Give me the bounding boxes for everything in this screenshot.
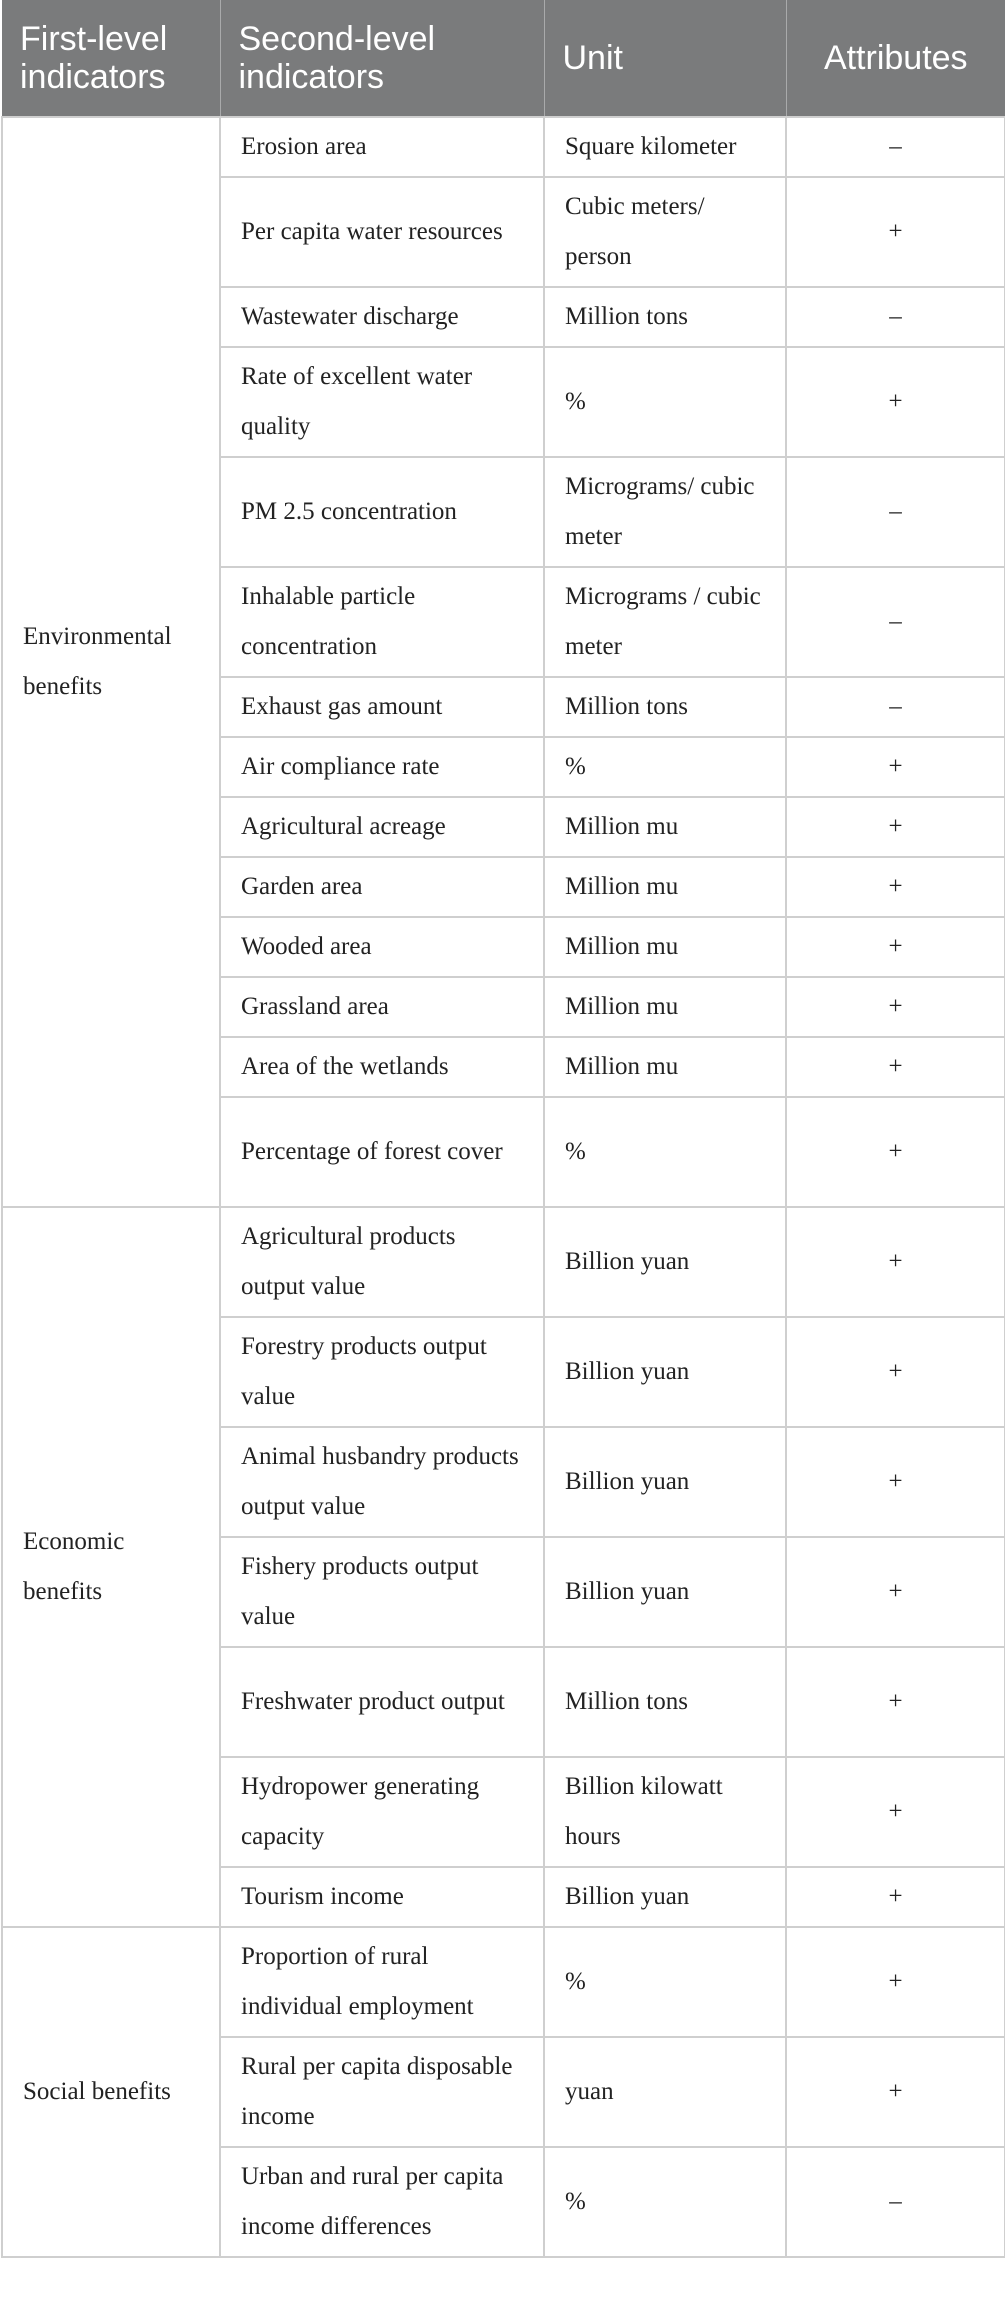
unit-cell: % [544, 1927, 786, 2037]
first-level-cell: Economic benefits [2, 1207, 220, 1927]
indicator-cell: Proportion of rural individual employment [220, 1927, 544, 2037]
unit-cell: Square kilometer [544, 117, 786, 177]
unit-cell: % [544, 1097, 786, 1207]
indicator-cell: Agricultural acreage [220, 797, 544, 857]
attribute-cell: + [786, 1647, 1005, 1757]
unit-cell: % [544, 2147, 786, 2257]
indicator-cell: Wastewater discharge [220, 287, 544, 347]
indicator-cell: Rural per capita disposable income [220, 2037, 544, 2147]
attribute-cell: + [786, 177, 1005, 287]
attribute-cell: – [786, 2147, 1005, 2257]
attribute-cell: + [786, 1317, 1005, 1427]
indicator-cell: Urban and rural per capita income differences [220, 2147, 544, 2257]
attribute-cell: + [786, 1207, 1005, 1317]
header-attributes: Attributes [786, 0, 1005, 117]
table-row [2, 1207, 1005, 1317]
indicator-cell: Agricultural products output value [220, 1207, 544, 1317]
indicator-cell: Erosion area [220, 117, 544, 177]
indicator-cell: Hydropower generating capacity [220, 1757, 544, 1867]
indicator-cell: Freshwater product output [220, 1647, 544, 1757]
attribute-cell: + [786, 857, 1005, 917]
indicator-cell: Rate of excellent water quality [220, 347, 544, 457]
first-level-cell: Social benefits [2, 1927, 220, 2257]
attribute-cell: + [786, 1537, 1005, 1647]
table-row [2, 117, 1005, 177]
unit-cell: Billion kilowatt hours [544, 1757, 786, 1867]
unit-cell: Billion yuan [544, 1317, 786, 1427]
attribute-cell: + [786, 1757, 1005, 1867]
attribute-cell: + [786, 1037, 1005, 1097]
indicator-cell: Inhalable particle concentration [220, 567, 544, 677]
indicator-cell: Exhaust gas amount [220, 677, 544, 737]
indicator-cell: Per capita water resources [220, 177, 544, 287]
header-first-level: First-level indicators [2, 0, 220, 117]
unit-cell: Million mu [544, 857, 786, 917]
attribute-cell: + [786, 1097, 1005, 1207]
attribute-cell: + [786, 2037, 1005, 2147]
indicator-cell: PM 2.5 concentration [220, 457, 544, 567]
unit-cell: % [544, 347, 786, 457]
unit-cell: Million mu [544, 977, 786, 1037]
indicators-table [1, 0, 1005, 2258]
first-level-cell: Environmental benefits [2, 117, 220, 1207]
indicator-cell: Percentage of forest cover [220, 1097, 544, 1207]
indicator-cell: Fishery products output value [220, 1537, 544, 1647]
unit-cell: Micrograms / cubic meter [544, 567, 786, 677]
table-row [2, 1927, 1005, 2037]
indicator-cell: Wooded area [220, 917, 544, 977]
unit-cell: Billion yuan [544, 1427, 786, 1537]
attribute-cell: + [786, 1427, 1005, 1537]
indicator-cell: Animal husbandry products output value [220, 1427, 544, 1537]
unit-cell: Million mu [544, 917, 786, 977]
unit-cell: Micrograms/ cubic meter [544, 457, 786, 567]
attribute-cell: + [786, 347, 1005, 457]
unit-cell: Billion yuan [544, 1867, 786, 1927]
indicator-cell: Forestry products output value [220, 1317, 544, 1427]
attribute-cell: – [786, 677, 1005, 737]
attribute-cell: + [786, 1927, 1005, 2037]
attribute-cell: + [786, 737, 1005, 797]
header-unit: Unit [544, 0, 786, 117]
attribute-cell: – [786, 287, 1005, 347]
unit-cell: Cubic meters/ person [544, 177, 786, 287]
attribute-cell: – [786, 117, 1005, 177]
unit-cell: Million tons [544, 1647, 786, 1757]
indicator-cell: Garden area [220, 857, 544, 917]
header-row [2, 0, 1005, 117]
unit-cell: Million tons [544, 677, 786, 737]
indicator-cell: Tourism income [220, 1867, 544, 1927]
unit-cell: Million tons [544, 287, 786, 347]
unit-cell: Billion yuan [544, 1537, 786, 1647]
unit-cell: Million mu [544, 1037, 786, 1097]
attribute-cell: + [786, 917, 1005, 977]
unit-cell: Billion yuan [544, 1207, 786, 1317]
unit-cell: yuan [544, 2037, 786, 2147]
attribute-cell: + [786, 1867, 1005, 1927]
indicator-cell: Grassland area [220, 977, 544, 1037]
attribute-cell: – [786, 457, 1005, 567]
group-social [2, 1927, 1005, 2257]
indicator-cell: Area of the wetlands [220, 1037, 544, 1097]
group-environmental [2, 117, 1005, 1207]
attribute-cell: + [786, 977, 1005, 1037]
group-economic [2, 1207, 1005, 1927]
attribute-cell: + [786, 797, 1005, 857]
header-second-level: Second-level indicators [220, 0, 544, 117]
unit-cell: % [544, 737, 786, 797]
unit-cell: Million mu [544, 797, 786, 857]
attribute-cell: – [786, 567, 1005, 677]
indicator-cell: Air compliance rate [220, 737, 544, 797]
